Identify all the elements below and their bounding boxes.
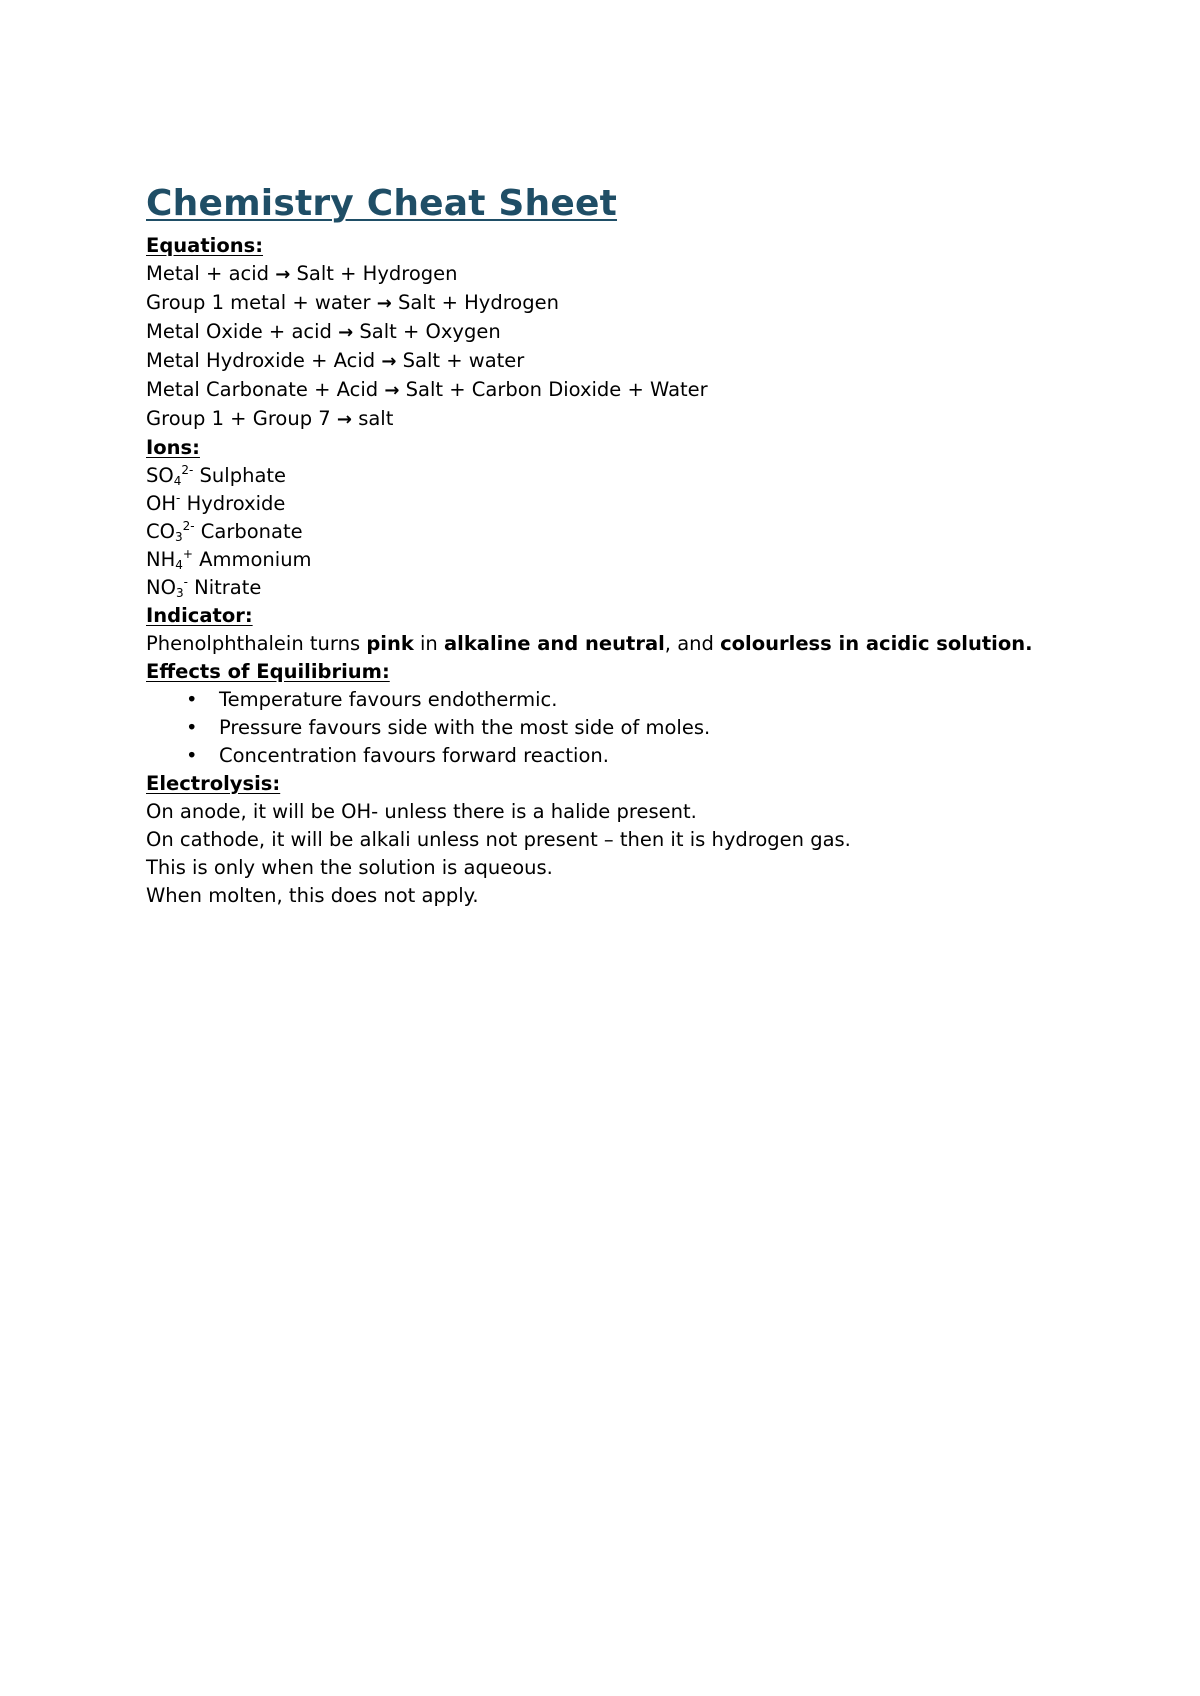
- ion-charge: -: [183, 575, 188, 589]
- equation-left: Metal Hydroxide + Acid: [146, 349, 376, 372]
- ion-line: [146, 574, 1066, 602]
- ion-formula: CO: [146, 520, 175, 543]
- ion-name: Carbonate: [200, 520, 303, 543]
- list-item: [146, 714, 1066, 742]
- ion-charge: 2-: [181, 463, 194, 477]
- arrow-icon: →: [338, 322, 354, 343]
- equation-right: salt: [358, 407, 394, 430]
- indicator-emphasis: colourless in acidic solution.: [720, 632, 1033, 655]
- equation-line: [146, 289, 1066, 318]
- electrolysis-line: This is only when the solution is aqueous.: [146, 856, 553, 879]
- equation-left: Group 1 metal + water: [146, 291, 371, 314]
- arrow-icon: →: [336, 409, 352, 430]
- ion-line: [146, 518, 1066, 546]
- equation-line: [146, 318, 1066, 347]
- electrolysis-line: On anode, it will be OH- unless there is a halide present.: [146, 800, 697, 823]
- ion-charge: -: [176, 491, 181, 505]
- ion-formula: NO: [146, 576, 176, 599]
- ion-subscript: 3: [174, 530, 183, 544]
- ion-formula: NH: [146, 548, 176, 571]
- bullet-icon: •: [186, 716, 198, 739]
- list-item: [146, 686, 1066, 714]
- indicator-emphasis: pink: [366, 632, 414, 655]
- ion-formula: OH: [146, 492, 177, 515]
- list-item-text: Pressure favours side with the most side of moles.: [219, 716, 711, 739]
- list-item-text: Temperature favours endothermic.: [219, 688, 558, 711]
- ion-line: [146, 490, 1066, 518]
- list-item: [146, 742, 1066, 770]
- indicator-section: [146, 602, 1066, 658]
- equilibrium-list: [146, 686, 1066, 770]
- equation-line: [146, 347, 1066, 376]
- equation-right: Salt + Oxygen: [359, 320, 501, 343]
- electrolysis-heading: Electrolysis:: [146, 772, 281, 795]
- ion-name: Nitrate: [194, 576, 262, 599]
- ion-line: [146, 462, 1066, 490]
- equilibrium-section: [146, 658, 1066, 770]
- arrow-icon: →: [275, 264, 291, 285]
- ion-subscript: 4: [173, 474, 182, 488]
- ions-heading: Ions:: [146, 436, 200, 459]
- indicator-text-part: , and: [664, 632, 721, 655]
- ion-formula: SO: [146, 464, 174, 487]
- equation-left: Metal + acid: [146, 262, 270, 285]
- ion-subscript: 4: [175, 558, 183, 572]
- ion-name: Ammonium: [199, 548, 312, 571]
- equilibrium-heading: Effects of Equilibrium:: [146, 660, 390, 683]
- list-item-text: Concentration favours forward reaction.: [219, 744, 609, 767]
- equation-right: Salt + Hydrogen: [397, 291, 559, 314]
- bullet-icon: •: [186, 744, 198, 767]
- ion-line: [146, 546, 1066, 574]
- equations-heading: Equations:: [146, 234, 264, 257]
- ions-section: [146, 434, 1066, 602]
- indicator-heading: Indicator:: [146, 604, 253, 627]
- equation-left: Group 1 + Group 7: [146, 407, 331, 430]
- arrow-icon: →: [381, 351, 397, 372]
- equations-section: [146, 232, 1066, 434]
- equation-right: Salt + water: [402, 349, 525, 372]
- equation-line: [146, 376, 1066, 405]
- page-title: Chemistry Cheat Sheet: [146, 183, 618, 224]
- equation-line: [146, 260, 1066, 289]
- arrow-icon: →: [376, 293, 392, 314]
- arrow-icon: →: [384, 380, 400, 401]
- bullet-icon: •: [186, 688, 198, 711]
- electrolysis-line: When molten, this does not apply.: [146, 884, 479, 907]
- electrolysis-line: On cathode, it will be alkali unless not present – then it is hydrogen gas.: [146, 828, 851, 851]
- ion-charge: +: [182, 547, 193, 561]
- equation-left: Metal Carbonate + Acid: [146, 378, 379, 401]
- ion-subscript: 3: [175, 586, 184, 600]
- ion-charge: 2-: [182, 519, 195, 533]
- equation-right: Salt + Hydrogen: [296, 262, 458, 285]
- indicator-text: [146, 630, 1066, 658]
- equation-line: [146, 405, 1066, 434]
- indicator-emphasis: alkaline and neutral: [444, 632, 665, 655]
- equation-right: Salt + Carbon Dioxide + Water: [405, 378, 708, 401]
- electrolysis-section: [146, 770, 1066, 910]
- indicator-text-part: Phenolphthalein turns: [146, 632, 367, 655]
- equation-left: Metal Oxide + acid: [146, 320, 332, 343]
- ion-name: Sulphate: [199, 464, 287, 487]
- ion-name: Hydroxide: [186, 492, 286, 515]
- document-page: [146, 178, 1066, 910]
- indicator-text-part: in: [413, 632, 444, 655]
